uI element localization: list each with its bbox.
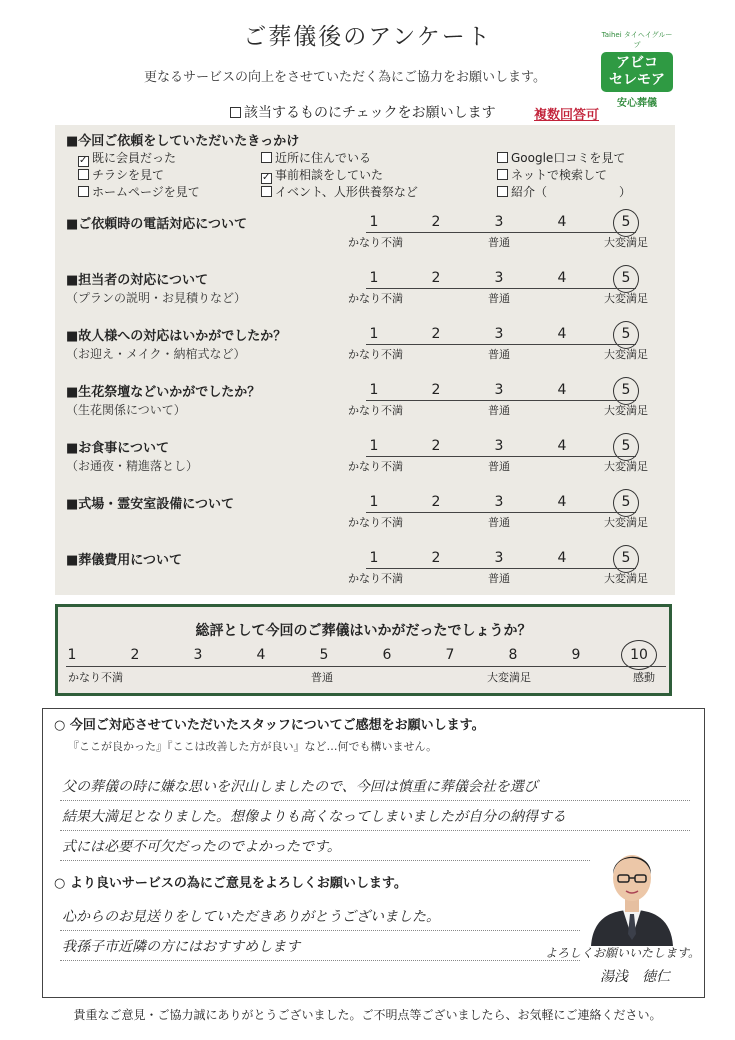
page-subtitle: 更なるサービスの向上をさせていただく為にご協力をお願いします。 <box>144 70 546 85</box>
checkbox-icon[interactable] <box>497 169 508 180</box>
rating-number[interactable]: 1 <box>369 326 379 342</box>
rating-number[interactable]: 4 <box>557 494 567 510</box>
checkbox-icon[interactable] <box>78 186 89 197</box>
scale-label-low: かなり不満 <box>348 460 403 473</box>
scale-label-high: 大変満足 <box>604 572 648 585</box>
rating-number[interactable]: 5 <box>621 550 631 566</box>
rating-number[interactable]: 4 <box>557 214 567 230</box>
overall-rating-number[interactable]: 10 <box>630 647 648 663</box>
overall-label-low: かなり不満 <box>68 671 123 684</box>
scale-label-mid: 普通 <box>488 460 510 473</box>
logo-group-name: Taihei タイヘイグループ <box>601 31 673 49</box>
rating-number[interactable]: 3 <box>494 270 504 286</box>
scale-label-high: 大変満足 <box>604 292 648 305</box>
rating-number[interactable]: 1 <box>369 550 379 566</box>
checkbox-icon[interactable] <box>497 152 508 163</box>
checkbox-icon[interactable] <box>261 186 272 197</box>
rating-scale-line <box>366 288 636 289</box>
company-logo <box>601 30 673 109</box>
scale-label-mid: 普通 <box>488 236 510 249</box>
q1-option-label: 事前相談をしていた <box>275 168 384 182</box>
q1-option-label: 近所に住んでいる <box>275 151 372 165</box>
overall-rating-number[interactable]: 5 <box>319 647 329 663</box>
rating-number[interactable]: 5 <box>621 438 631 454</box>
rating-number[interactable]: 4 <box>557 438 567 454</box>
scale-label-low: かなり不満 <box>348 292 403 305</box>
overall-rating-number[interactable]: 8 <box>508 647 518 663</box>
rating-number[interactable]: 2 <box>431 270 441 286</box>
q1-option[interactable] <box>497 149 625 166</box>
service-answer-line-1: 心からのお見送りをしていただきありがとうございました。 <box>62 909 440 925</box>
overall-rating-number[interactable]: 9 <box>571 647 581 663</box>
rating-number[interactable]: 4 <box>557 382 567 398</box>
overall-rating-number[interactable]: 2 <box>130 647 140 663</box>
overall-label-top: 感動 <box>633 671 655 684</box>
rating-number[interactable]: 5 <box>621 214 631 230</box>
staff-message: よろしくお願いいたします。 <box>545 946 701 960</box>
rating-question-title: ■生花祭壇などいかがでしたか？ <box>66 385 261 400</box>
rating-number[interactable]: 3 <box>494 438 504 454</box>
scale-label-high: 大変満足 <box>604 516 648 529</box>
rating-scale-line <box>366 232 636 233</box>
page-title: ご葬儀後のアンケート <box>243 24 492 50</box>
q1-option[interactable] <box>261 166 383 184</box>
overall-rating-number[interactable]: 7 <box>445 647 455 663</box>
rating-number[interactable]: 2 <box>431 326 441 342</box>
logo-line2: セレモア <box>609 72 665 88</box>
rating-number[interactable]: 3 <box>494 214 504 230</box>
staff-answer-line-3: 式には必要不可欠だったのでよかったです。 <box>62 839 341 855</box>
scale-label-high: 大変満足 <box>604 348 648 361</box>
rating-scale-line <box>366 568 636 569</box>
staff-answer-line-1: 父の葬儀の時に嫌な思いを沢山しましたので、今回は慎重に葬儀会社を選び <box>62 779 538 795</box>
q1-option-label: ネットで検索して <box>511 168 608 182</box>
service-feedback-heading: ○ より良いサービスの為にご意見をよろしくお願いします。 <box>54 876 407 891</box>
scale-label-low: かなり不満 <box>348 404 403 417</box>
rating-number[interactable]: 5 <box>621 270 631 286</box>
checkbox-icon <box>230 107 241 118</box>
rating-question-subtitle: （お通夜・精進落とし） <box>66 459 199 473</box>
logo-line1: アビコ <box>616 55 658 71</box>
rating-number[interactable]: 1 <box>369 494 379 510</box>
rating-question-subtitle: （お迎え・メイク・納棺式など） <box>66 347 246 361</box>
q1-option[interactable] <box>78 166 164 183</box>
staff-signature: 湯浅 徳仁 <box>600 969 670 985</box>
q1-option-label: ホームページを見て <box>92 185 200 199</box>
logo-mark <box>601 52 673 92</box>
q1-option[interactable] <box>78 149 176 167</box>
rating-question-title: ■葬儀費用について <box>66 553 183 568</box>
checked-checkbox-icon[interactable]: ✓ <box>79 155 88 166</box>
rating-number[interactable]: 2 <box>431 214 441 230</box>
rating-number[interactable]: 3 <box>494 326 504 342</box>
rating-scale-line <box>366 344 636 345</box>
scale-label-mid: 普通 <box>488 348 510 361</box>
staff-feedback-hint: 『ここが良かった』『ここは改善した方が良い』など…何でも構いません。 <box>68 740 438 753</box>
scale-label-high: 大変満足 <box>604 460 648 473</box>
answer-line <box>60 960 580 961</box>
overall-scale-line <box>66 666 666 667</box>
rating-number[interactable]: 4 <box>557 550 567 566</box>
scale-label-mid: 普通 <box>488 404 510 417</box>
multiple-answers-note: 複数回答可 <box>534 108 600 123</box>
scale-label-mid: 普通 <box>488 292 510 305</box>
overall-rating-number[interactable]: 6 <box>382 647 392 663</box>
q1-option[interactable] <box>497 183 631 200</box>
overall-question: 総評として今回のご葬儀はいかがだったでしょうか？ <box>195 623 532 639</box>
checkbox-icon[interactable] <box>497 186 508 197</box>
scale-label-mid: 普通 <box>488 572 510 585</box>
overall-rating-number[interactable]: 3 <box>193 647 203 663</box>
staff-feedback-heading: ○ 今回ご対応させていただいたスタッフについてご感想をお願いします。 <box>54 718 485 733</box>
rating-question-title: ■式場・霊安室設備について <box>66 497 235 512</box>
q1-title: ■今回ご依頼をしていただいたきっかけ <box>66 134 300 149</box>
rating-number[interactable]: 5 <box>621 494 631 510</box>
overall-rating-number[interactable]: 1 <box>67 647 77 663</box>
q1-option-label: 紹介（ ） <box>511 185 632 199</box>
q1-option[interactable] <box>261 183 418 200</box>
rating-number[interactable]: 2 <box>431 438 441 454</box>
rating-number[interactable]: 1 <box>369 382 379 398</box>
answer-line <box>60 930 580 931</box>
rating-question-title: ■ご依頼時の電話対応について <box>66 217 248 232</box>
q1-option-label: 既に会員だった <box>92 151 177 165</box>
rating-number[interactable]: 5 <box>621 382 631 398</box>
scale-label-low: かなり不満 <box>348 516 403 529</box>
rating-number[interactable]: 4 <box>557 326 567 342</box>
rating-number[interactable]: 3 <box>494 382 504 398</box>
service-answer-line-2: 我孫子市近隣の方にはおすすめします <box>62 939 301 955</box>
scale-label-mid: 普通 <box>488 516 510 529</box>
q1-option-label: Google口コミを見て <box>511 151 626 165</box>
answer-line <box>60 860 590 861</box>
scale-label-low: かなり不満 <box>348 348 403 361</box>
scale-label-high: 大変満足 <box>604 236 648 249</box>
q1-option[interactable] <box>261 149 371 166</box>
rating-number[interactable]: 1 <box>369 438 379 454</box>
rating-scale-line <box>366 400 636 401</box>
rating-question-title: ■担当者の対応について <box>66 273 209 288</box>
scale-label-low: かなり不満 <box>348 572 403 585</box>
staff-photo <box>583 838 681 946</box>
rating-question-subtitle: （生花関係について） <box>66 403 186 417</box>
checkbox-icon[interactable] <box>261 152 272 163</box>
answer-line <box>60 800 690 801</box>
rating-number[interactable]: 3 <box>494 494 504 510</box>
checked-checkbox-icon[interactable]: ✓ <box>262 172 271 183</box>
rating-number[interactable]: 4 <box>557 270 567 286</box>
overall-label-high: 大変満足 <box>487 671 531 684</box>
check-instruction <box>230 102 496 122</box>
rating-number[interactable]: 1 <box>369 214 379 230</box>
rating-scale-line <box>366 456 636 457</box>
q1-option[interactable] <box>497 166 607 183</box>
rating-scale-line <box>366 512 636 513</box>
q1-option[interactable] <box>78 183 200 200</box>
rating-number[interactable]: 2 <box>431 494 441 510</box>
rating-question-title: ■故人様への対応はいかがでしたか？ <box>66 329 287 344</box>
overall-rating-number[interactable]: 4 <box>256 647 266 663</box>
checkbox-icon[interactable] <box>78 169 89 180</box>
rating-question-subtitle: （プランの説明・お見積りなど） <box>66 291 247 305</box>
overall-label-mid: 普通 <box>311 671 333 684</box>
rating-question-title: ■お食事について <box>66 441 170 456</box>
rating-number[interactable]: 5 <box>621 326 631 342</box>
rating-number[interactable]: 1 <box>369 270 379 286</box>
staff-answer-line-2: 結果大満足となりました。想像よりも高くなってしまいましたが自分の納得する <box>62 809 566 825</box>
footer-note: 貴重なご意見・ご協力誠にありがとうございました。ご不明点等ございましたら、お気軽にご連絡ください。 <box>73 1008 662 1022</box>
scale-label-low: かなり不満 <box>348 236 403 249</box>
q1-option-label: チラシを見て <box>92 168 165 182</box>
check-instruction-text: 該当するものにチェックをお願いします <box>244 105 496 121</box>
rating-number[interactable]: 3 <box>494 550 504 566</box>
answer-line <box>60 830 690 831</box>
scale-label-high: 大変満足 <box>604 404 648 417</box>
logo-tagline: 安心葬儀 <box>617 98 657 109</box>
rating-number[interactable]: 2 <box>431 550 441 566</box>
rating-number[interactable]: 2 <box>431 382 441 398</box>
q1-option-label: イベント、人形供養祭など <box>275 185 418 199</box>
